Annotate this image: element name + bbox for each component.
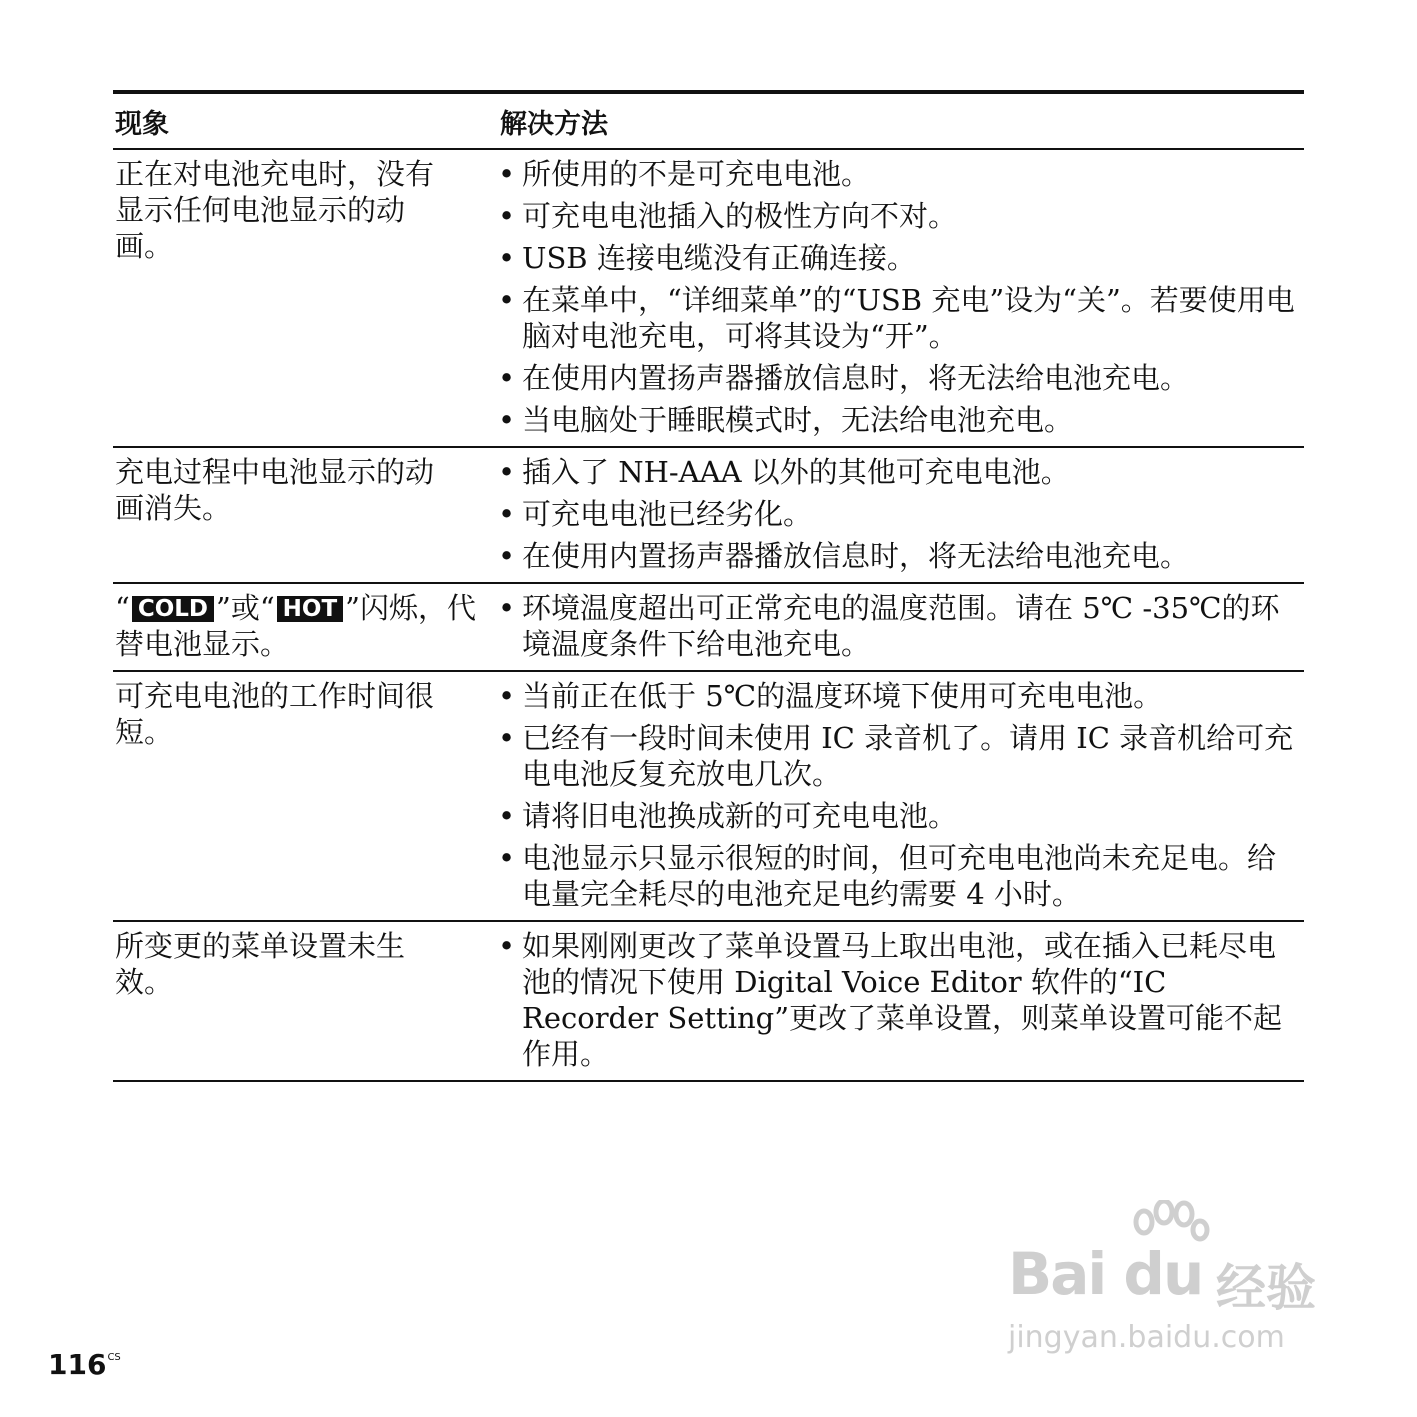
solution-item: • 可充电电池已经劣化。 [498,496,1304,532]
solution-item: • 在使用内置扬声器播放信息时，将无法给电池充电。 [498,538,1304,574]
quote-open: “ [115,591,130,625]
header-solution: 解决方法 [500,108,608,140]
table-row [113,150,1304,448]
symptom-cell: 可充电电池的工作时间很短。 [115,679,435,749]
symptom-cell: 正在对电池充电时，没有显示任何电池显示的动画。 [115,157,435,263]
watermark-url: jingyan.baidu.com [1008,1320,1285,1355]
watermark-brand: Bai du [1008,1240,1203,1308]
table-row [113,584,1304,672]
solution-cell [498,928,1304,1072]
table-header [113,94,1304,150]
solution-item: • 可充电电池插入的极性方向不对。 [498,198,1304,234]
solution-cell [498,678,1304,912]
solution-item: • 当电脑处于睡眠模式时，无法给电池充电。 [498,402,1304,438]
page-number-suffix: CS [107,1352,121,1363]
solution-item: • 电池显示只显示很短的时间，但可充电电池尚未充足电。给电量完全耗尽的电池充足电约需要 4 小时。 [498,840,1304,912]
troubleshooting-table [113,90,1304,1082]
page-number-value: 116 [48,1348,107,1381]
solution-item: • 如果刚刚更改了菜单设置马上取出电池，或在插入已耗尽电池的情况下使用 Digital Voice Editor 软件的“IC Recorder Setting”更改了菜单设置，则菜单设置可能不起作用。 [498,928,1304,1072]
header-symptom: 现象 [115,108,169,140]
solution-item: • 所使用的不是可充电电池。 [498,156,1304,192]
solution-item: • 请将旧电池换成新的可充电电池。 [498,798,1304,834]
solution-item: • 插入了 NH-AAA 以外的其他可充电电池。 [498,454,1304,490]
hot-badge: HOT [277,596,344,622]
symptom-tail: ”闪烁，代替电池显示。 [115,591,476,661]
page-number [48,1348,121,1381]
table-row [113,922,1304,1082]
solution-cell [498,156,1304,438]
symptom-cell: 所变更的菜单设置未生效。 [115,929,406,999]
solution-cell [498,590,1304,662]
solution-item: • 当前正在低于 5℃的温度环境下使用可充电电池。 [498,678,1304,714]
solution-item: • 在使用内置扬声器播放信息时，将无法给电池充电。 [498,360,1304,396]
table-row [113,672,1304,922]
solution-item: • 在菜单中，“详细菜单”的“USB 充电”设为“关”。若要使用电脑对电池充电，可将其设为“开”。 [498,282,1304,354]
solution-item: • 环境温度超出可正常充电的温度范围。请在 5℃ -35℃的环境温度条件下给电池充电。 [498,590,1304,662]
solution-item: • 已经有一段时间未使用 IC 录音机了。请用 IC 录音机给可充电电池反复充放电几次。 [498,720,1304,792]
cold-badge: COLD [132,596,214,622]
symptom-cell [113,590,498,662]
watermark-cn: 经验 [1216,1259,1316,1317]
symptom-cell: 充电过程中电池显示的动画消失。 [115,455,435,525]
solution-cell [498,454,1304,574]
solution-item: • USB 连接电缆没有正确连接。 [498,240,1304,276]
quote-mid: ”或“ [216,591,275,625]
table-row [113,448,1304,584]
baidu-watermark [1004,1200,1334,1365]
